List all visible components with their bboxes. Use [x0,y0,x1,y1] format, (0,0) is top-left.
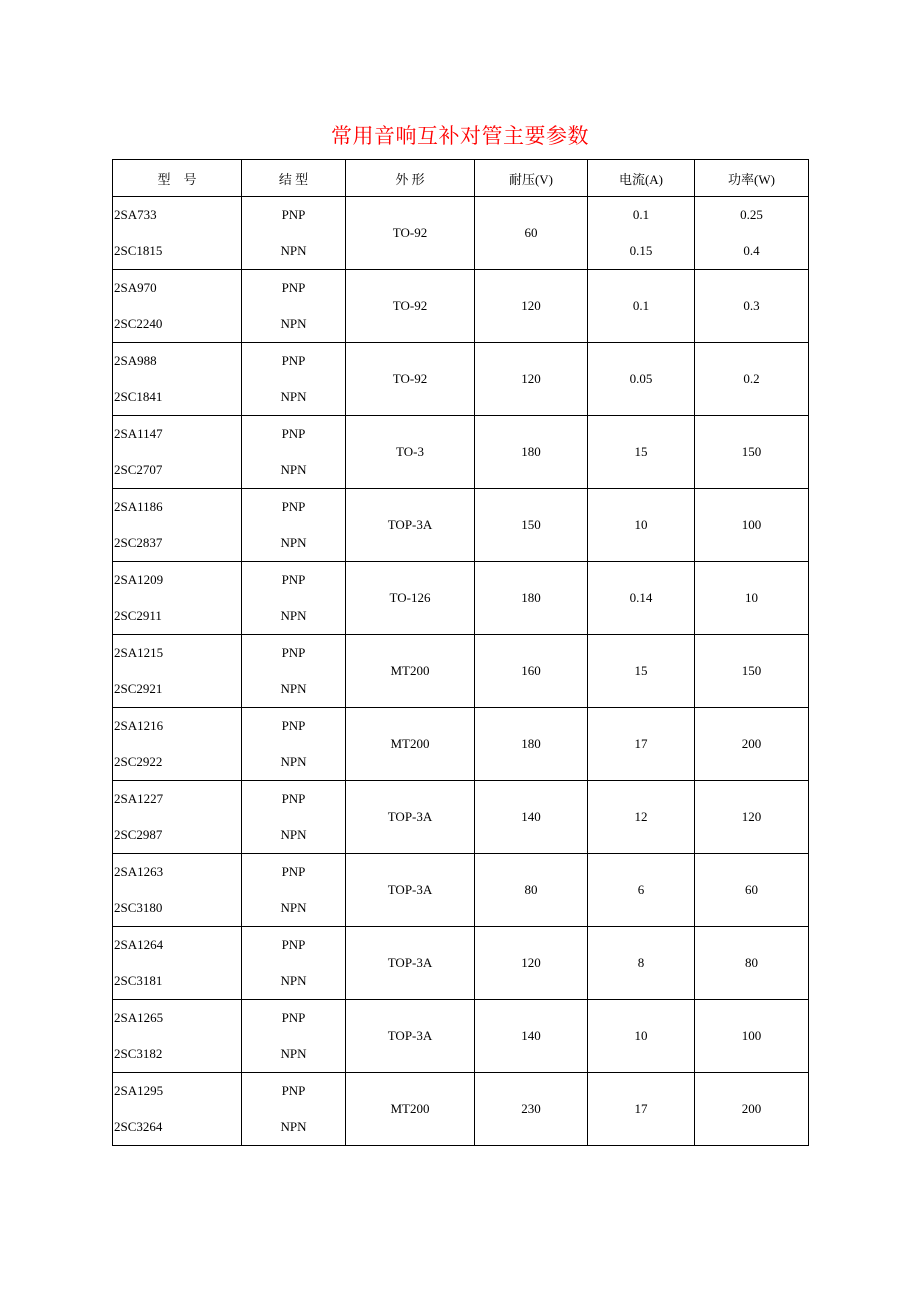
current-cell: 12 [588,781,695,854]
junction-type-cell-value: PNP [281,426,306,441]
model-cell-value: 2SA1263 [114,864,164,879]
junction-type-cell-value: NPN [280,973,307,988]
junction-type-cell [242,708,346,781]
power-cell: 100 [695,1000,809,1073]
header-voltage: 耐压(V) [475,160,588,197]
model-cell-value: 2SA988 [114,353,157,368]
power-cell-value: 0.25 [740,207,763,222]
package-cell: TO-3 [346,416,475,489]
current-cell: 6 [588,854,695,927]
model-cell-value: 2SA1209 [114,572,164,587]
current-cell: 17 [588,708,695,781]
model-cell-value: 2SC3182 [114,1046,163,1061]
model-cell [113,416,242,489]
model-cell [113,781,242,854]
package-cell: TO-92 [346,270,475,343]
voltage-cell: 140 [475,781,588,854]
package-cell: TO-126 [346,562,475,635]
power-cell [695,197,809,270]
header-junction-type: 结 型 [242,160,346,197]
voltage-cell: 60 [475,197,588,270]
package-cell: MT200 [346,708,475,781]
junction-type-cell [242,781,346,854]
header-power: 功率(W) [695,160,809,197]
table-row [113,197,809,270]
junction-type-cell [242,270,346,343]
junction-type-cell-value: NPN [280,754,307,769]
junction-type-cell-value: NPN [280,316,307,331]
header-package: 外 形 [346,160,475,197]
table-row [113,708,809,781]
junction-type-cell [242,197,346,270]
current-cell: 10 [588,1000,695,1073]
table-row [113,343,809,416]
model-cell-value: 2SA1264 [114,937,164,952]
power-cell: 150 [695,416,809,489]
junction-type-cell [242,927,346,1000]
junction-type-cell [242,854,346,927]
junction-type-cell [242,489,346,562]
model-cell-value: 2SC3181 [114,973,163,988]
table-row [113,416,809,489]
model-cell-value: 2SA1215 [114,645,164,660]
power-cell: 0.3 [695,270,809,343]
header-model: 型 号 [113,160,242,197]
junction-type-cell-value: PNP [281,207,306,222]
junction-type-cell-value: PNP [281,572,306,587]
package-cell: TOP-3A [346,854,475,927]
package-cell: TO-92 [346,197,475,270]
power-cell-value: 0.4 [743,243,760,258]
model-cell [113,635,242,708]
table-row [113,1000,809,1073]
voltage-cell: 230 [475,1073,588,1146]
model-cell-value: 2SC1841 [114,389,163,404]
junction-type-cell-value: NPN [280,462,307,477]
junction-type-cell-value: NPN [280,1046,307,1061]
junction-type-cell-value: NPN [280,681,307,696]
package-cell: TOP-3A [346,781,475,854]
model-cell-value: 2SA733 [114,207,157,222]
current-cell: 10 [588,489,695,562]
voltage-cell: 150 [475,489,588,562]
junction-type-cell-value: NPN [280,827,307,842]
junction-type-cell-value: NPN [280,1119,307,1134]
power-cell: 10 [695,562,809,635]
transistor-table [112,159,809,1146]
current-cell: 0.05 [588,343,695,416]
junction-type-cell-value: PNP [281,1010,306,1025]
current-cell-value: 0.1 [632,207,650,222]
table-header-row [113,160,809,197]
package-cell: TOP-3A [346,927,475,1000]
table-row [113,635,809,708]
power-cell: 150 [695,635,809,708]
model-cell-value: 2SC2240 [114,316,163,331]
voltage-cell: 140 [475,1000,588,1073]
power-cell: 120 [695,781,809,854]
model-cell [113,927,242,1000]
voltage-cell: 180 [475,708,588,781]
junction-type-cell-value: NPN [280,535,307,550]
model-cell-value: 2SA1227 [114,791,164,806]
model-cell-value: 2SC2921 [114,681,163,696]
voltage-cell: 120 [475,343,588,416]
model-cell-value: 2SA1147 [114,426,163,441]
model-cell-value: 2SC2707 [114,462,163,477]
model-cell [113,708,242,781]
current-cell: 15 [588,416,695,489]
junction-type-cell-value: PNP [281,718,306,733]
junction-type-cell-value: NPN [280,389,307,404]
current-cell [588,197,695,270]
model-cell-value: 2SC2987 [114,827,163,842]
junction-type-cell-value: NPN [280,608,307,623]
current-cell: 17 [588,1073,695,1146]
junction-type-cell [242,635,346,708]
power-cell: 200 [695,1073,809,1146]
power-cell: 0.2 [695,343,809,416]
junction-type-cell [242,1000,346,1073]
package-cell: TOP-3A [346,1000,475,1073]
voltage-cell: 160 [475,635,588,708]
power-cell: 80 [695,927,809,1000]
junction-type-cell-value: PNP [281,353,306,368]
voltage-cell: 120 [475,927,588,1000]
table-row [113,927,809,1000]
package-cell: TOP-3A [346,489,475,562]
package-cell: MT200 [346,635,475,708]
header-current: 电流(A) [588,160,695,197]
current-cell: 0.14 [588,562,695,635]
current-cell-value: 0.15 [629,243,653,258]
model-cell [113,197,242,270]
model-cell-value: 2SA970 [114,280,157,295]
package-cell: TO-92 [346,343,475,416]
model-cell [113,854,242,927]
model-cell [113,1000,242,1073]
model-cell-value: 2SA1216 [114,718,164,733]
junction-type-cell [242,416,346,489]
table-row [113,270,809,343]
power-cell: 100 [695,489,809,562]
model-cell [113,1073,242,1146]
junction-type-cell-value: PNP [281,499,306,514]
junction-type-cell [242,1073,346,1146]
document-title: 常用音响互补对管主要参数 [331,124,589,148]
table-row [113,854,809,927]
model-cell-value: 2SA1186 [114,499,163,514]
model-cell-value: 2SC2911 [114,608,162,623]
current-cell: 15 [588,635,695,708]
junction-type-cell-value: PNP [281,937,306,952]
current-cell: 8 [588,927,695,1000]
package-cell: MT200 [346,1073,475,1146]
junction-type-cell-value: NPN [280,243,307,258]
junction-type-cell-value: PNP [281,645,306,660]
junction-type-cell-value: NPN [280,900,307,915]
table-row [113,489,809,562]
power-cell: 60 [695,854,809,927]
model-cell-value: 2SC1815 [114,243,163,258]
model-cell-value: 2SA1295 [114,1083,164,1098]
voltage-cell: 180 [475,562,588,635]
table-row [113,781,809,854]
model-cell-value: 2SC2837 [114,535,163,550]
model-cell [113,562,242,635]
model-cell [113,343,242,416]
model-cell-value: 2SA1265 [114,1010,164,1025]
model-cell-value: 2SC3180 [114,900,163,915]
junction-type-cell-value: PNP [281,1083,306,1098]
current-cell: 0.1 [588,270,695,343]
junction-type-cell-value: PNP [281,791,306,806]
junction-type-cell-value: PNP [281,864,306,879]
voltage-cell: 120 [475,270,588,343]
model-cell [113,489,242,562]
power-cell: 200 [695,708,809,781]
junction-type-cell [242,562,346,635]
model-cell-value: 2SC3264 [114,1119,163,1134]
junction-type-cell-value: PNP [281,280,306,295]
junction-type-cell [242,343,346,416]
voltage-cell: 80 [475,854,588,927]
model-cell [113,270,242,343]
model-cell-value: 2SC2922 [114,754,163,769]
table-row [113,562,809,635]
table-row [113,1073,809,1146]
voltage-cell: 180 [475,416,588,489]
